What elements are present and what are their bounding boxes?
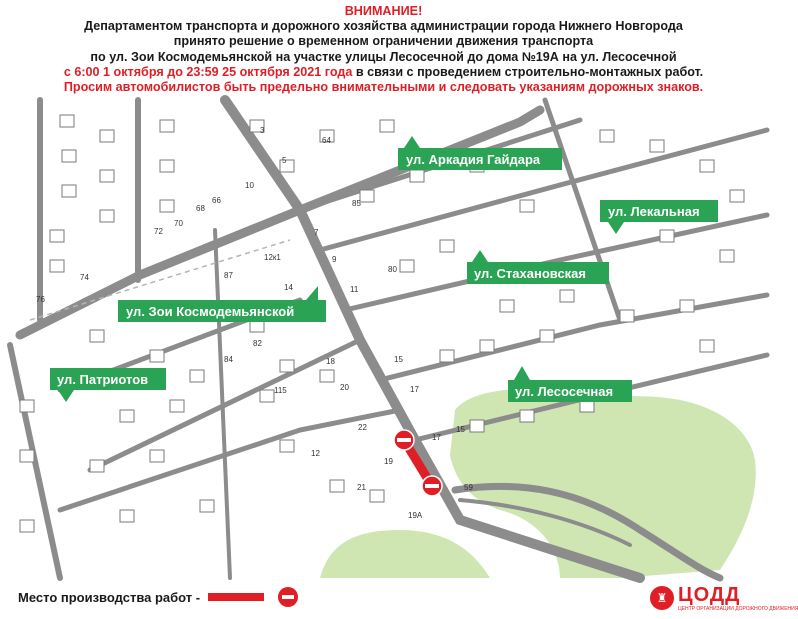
building — [360, 190, 374, 202]
building — [200, 500, 214, 512]
no-entry-sign-icon — [394, 430, 414, 450]
house-number: 18 — [326, 357, 335, 366]
building — [370, 490, 384, 502]
building — [62, 185, 76, 197]
house-number: 68 — [196, 204, 205, 213]
building — [280, 440, 294, 452]
building — [60, 115, 74, 127]
building — [480, 340, 494, 352]
house-number: 12 — [311, 449, 320, 458]
building — [540, 330, 554, 342]
notice-dates: с 6:00 1 октября до 23:59 25 октября 2021 года — [63, 64, 353, 79]
legend-label: Место производства работ - — [18, 589, 201, 605]
house-number: 9 — [332, 255, 337, 264]
house-number: 17 — [410, 385, 419, 394]
house-number: 11 — [350, 285, 359, 294]
building — [170, 400, 184, 412]
building — [700, 160, 714, 172]
building — [260, 390, 274, 402]
building — [160, 200, 174, 212]
house-number: 84 — [224, 355, 233, 364]
building — [120, 510, 134, 522]
building — [500, 300, 514, 312]
house-number: 85 — [352, 199, 361, 208]
street-map — [0, 100, 767, 578]
building — [50, 230, 64, 242]
house-number: 66 — [212, 196, 221, 205]
building — [100, 130, 114, 142]
tower-icon: ♜ — [650, 586, 674, 610]
building — [520, 410, 534, 422]
notice-reason: в связи с проведением строительно-монтажных работ. — [352, 64, 704, 79]
svg-text:ул. Лекальная: ул. Лекальная — [608, 204, 700, 219]
building — [720, 250, 734, 262]
building — [680, 300, 694, 312]
building — [150, 350, 164, 362]
house-number: 3 — [260, 126, 265, 135]
svg-text:ул. Зои Космодемьянской: ул. Зои Космодемьянской — [126, 304, 295, 319]
building — [560, 290, 574, 302]
house-number: 19 — [384, 457, 393, 466]
no-entry-sign-icon — [278, 587, 298, 607]
building — [440, 240, 454, 252]
notice-line-5 — [0, 65, 767, 80]
building — [730, 190, 744, 202]
svg-text:ул. Аркадия Гайдара: ул. Аркадия Гайдара — [406, 152, 541, 167]
notice-line-4: по ул. Зои Космодемьянской на участке улицы Лесосечной до дома №19А на ул. Лесосечной — [90, 49, 677, 64]
notice-warning: Просим автомобилистов быть предельно внимательными и следовать указаниям дорожных знаков. — [63, 80, 704, 95]
building — [410, 170, 424, 182]
building — [330, 480, 344, 492]
logo-name: ЦОДД — [678, 584, 741, 606]
house-number: 72 — [154, 227, 163, 236]
house-number: 10 — [245, 181, 254, 190]
building — [700, 340, 714, 352]
house-number: 20 — [340, 383, 349, 392]
house-number: 15 — [456, 425, 465, 434]
building — [20, 450, 34, 462]
notice-title: ВНИМАНИЕ! — [344, 4, 423, 18]
house-number: 22 — [358, 423, 367, 432]
house-number: 12к1 — [264, 253, 281, 262]
building — [400, 260, 414, 272]
legend-closure-bar — [208, 593, 264, 601]
house-number: 15 — [394, 355, 403, 364]
building — [320, 370, 334, 382]
building — [190, 370, 204, 382]
house-number: 80 — [388, 265, 397, 274]
building — [620, 310, 634, 322]
svg-text:ул. Лесосечная: ул. Лесосечная — [515, 384, 614, 399]
house-number: 82 — [253, 339, 262, 348]
house-number: 14 — [284, 283, 293, 292]
notice-line-3: принято решение о временном ограничении движения транспорта — [173, 34, 594, 49]
building — [62, 150, 76, 162]
building — [160, 160, 174, 172]
house-number: 115 — [274, 386, 287, 395]
building — [90, 330, 104, 342]
svg-text:ул. Патриотов: ул. Патриотов — [57, 372, 149, 387]
codd-logo — [650, 584, 798, 614]
house-number: 17 — [432, 433, 441, 442]
no-entry-sign-icon — [422, 476, 442, 496]
house-number: 74 — [80, 273, 89, 282]
building — [20, 520, 34, 532]
notice-line-2: Департаментом транспорта и дорожного хозяйства администрации города Нижнего Новгорода — [84, 19, 683, 34]
building — [160, 120, 174, 132]
house-number: 7 — [314, 228, 319, 237]
house-number: 59 — [464, 483, 473, 492]
house-number: 5 — [282, 156, 287, 165]
building — [100, 170, 114, 182]
house-number: 76 — [36, 295, 45, 304]
house-number: 64 — [322, 136, 331, 145]
map-legend — [18, 586, 298, 608]
building — [600, 130, 614, 142]
house-number: 21 — [357, 483, 366, 492]
svg-text:ул. Стахановская: ул. Стахановская — [474, 266, 586, 281]
building — [380, 120, 394, 132]
building — [120, 410, 134, 422]
building — [20, 400, 34, 412]
building — [50, 260, 64, 272]
notice-header — [0, 4, 767, 95]
building — [280, 360, 294, 372]
building — [440, 350, 454, 362]
building — [520, 200, 534, 212]
house-number: 19А — [408, 511, 423, 520]
house-number: 87 — [224, 271, 233, 280]
logo-subtitle: ЦЕНТР ОРГАНИЗАЦИИ ДОРОЖНОГО ДВИЖЕНИЯ — [678, 606, 798, 612]
building — [660, 230, 674, 242]
building — [90, 460, 104, 472]
building — [100, 210, 114, 222]
building — [650, 140, 664, 152]
building — [150, 450, 164, 462]
building — [470, 420, 484, 432]
house-number: 70 — [174, 219, 183, 228]
